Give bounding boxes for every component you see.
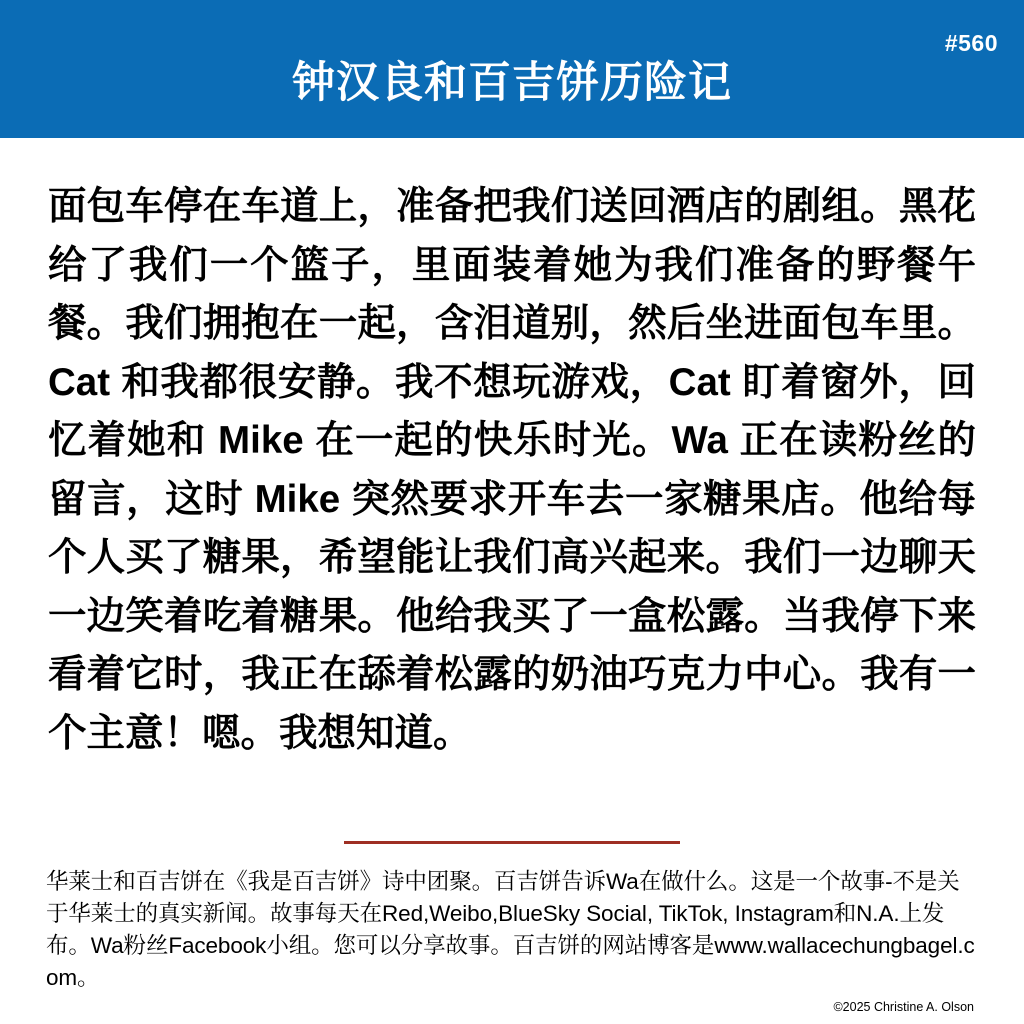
issue-number-badge: #560 <box>944 30 998 56</box>
page-header <box>0 0 1024 138</box>
story-body <box>0 138 1024 841</box>
story-paragraph: 面包车停在车道上，准备把我们送回酒店的剧组。黑花给了我们一个篮子，里面装着她为我们准备的野餐午餐。我们拥抱在一起，含泪道别，然后坐进面包车里。Cat 和我都很安静。我不想玩游戏，Cat 盯着窗外，回忆着她和 Mike 在一起的快乐时光。Wa 正在读粉丝的留言，这时 Mike 突然要求开车去一家糖果店。他给每个人买了糖果，希望能让我们高兴起来。我们一边聊天一边笑着吃着糖果。他给我买了一盒松露。当我停下来看着它时，我正在舔着松露的奶油巧克力中心。我有一个主意！嗯。我想知道。 <box>48 185 976 755</box>
copyright-notice: ©2025 Christine A. Olson <box>833 1000 974 1014</box>
page-title: 钟汉良和百吉饼历险记 <box>292 59 732 107</box>
footer-disclaimer: 华莱士和百吉饼在《我是百吉饼》诗中团聚。百吉饼告诉Wa在做什么。这是一个故事-不是关于华莱士的真实新闻。故事每天在Red,Weibo,BlueSky Social, TikTok, Instagram和N.A.上发布。Wa粉丝Facebook小组。您可以分享故事。百吉饼的网站博客是www.wallacechungbagel.com。 <box>46 869 975 991</box>
page-footer <box>0 841 1024 1024</box>
footer-divider <box>344 841 680 844</box>
